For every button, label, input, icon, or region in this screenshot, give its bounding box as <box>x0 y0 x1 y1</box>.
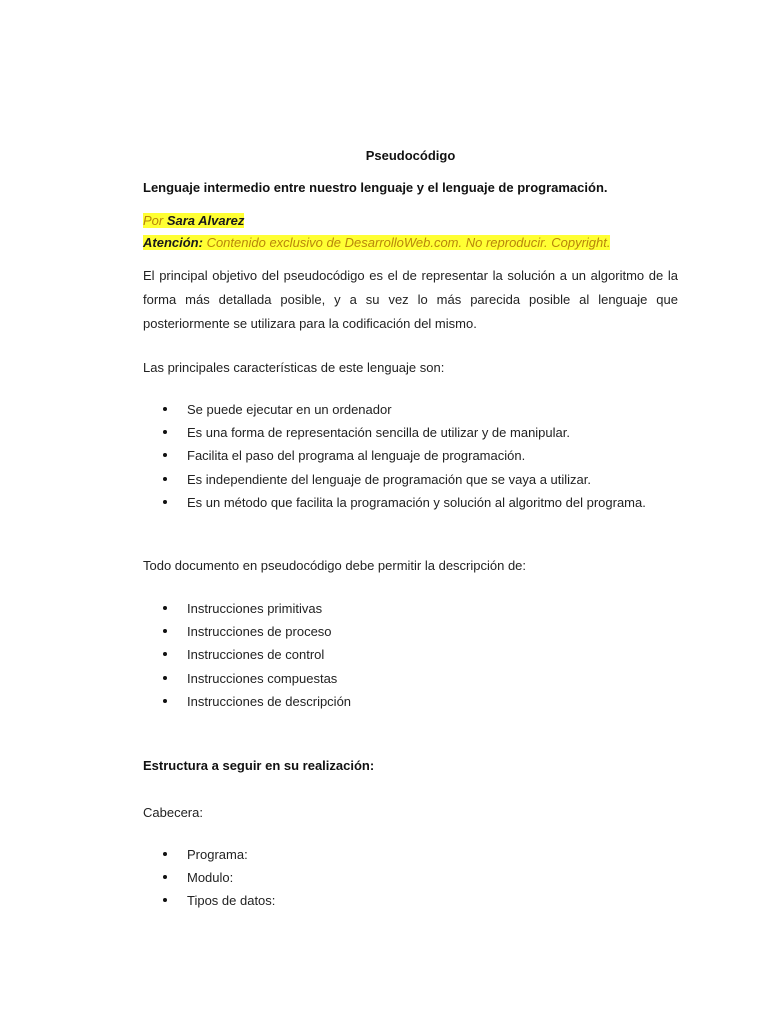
header-items-list <box>143 846 678 916</box>
list-item: Instrucciones de control <box>143 646 678 669</box>
bullet-icon <box>163 407 167 411</box>
bullet-icon <box>163 477 167 481</box>
document-page <box>143 0 678 1024</box>
byline-prefix: Por <box>143 213 167 228</box>
document-subtitle: Lenguaje intermedio entre nuestro lenguaje y el lenguaje de programación. <box>143 180 608 195</box>
notice-label: Atención: <box>143 235 203 250</box>
characteristics-intro: Las principales características de este lenguaje son: <box>143 360 445 375</box>
list-item: Instrucciones primitivas <box>143 600 678 623</box>
bullet-icon <box>163 699 167 703</box>
list-item: Instrucciones de descripción <box>143 693 678 716</box>
bullet-icon <box>163 875 167 879</box>
characteristics-list <box>143 401 678 517</box>
list-item: Instrucciones compuestas <box>143 670 678 693</box>
list-item: Instrucciones de proceso <box>143 623 678 646</box>
bullet-icon <box>163 676 167 680</box>
byline-highlight <box>143 213 244 228</box>
bullet-icon <box>163 652 167 656</box>
author-name: Sara Alvarez <box>166 213 245 228</box>
copyright-notice <box>143 234 610 252</box>
bullet-icon <box>163 629 167 633</box>
list-item: Programa: <box>143 846 678 869</box>
structure-heading: Estructura a seguir en su realización: <box>143 758 375 773</box>
intro-paragraph: El principal objetivo del pseudocódigo es el de representar la solución a un algoritmo de la forma más detallada posible, y a su vez lo más parecida posible al lenguaje que posteriormente se utilizara para la codificación del mismo. <box>143 268 678 331</box>
byline <box>143 212 244 230</box>
list-item: Es independiente del lenguaje de programación que se vaya a utilizar. <box>143 471 678 494</box>
list-item: Se puede ejecutar en un ordenador <box>143 401 678 424</box>
bullet-icon <box>163 453 167 457</box>
document-title: Pseudocódigo <box>365 148 456 163</box>
bullet-icon <box>163 430 167 434</box>
list-item: Modulo: <box>143 869 678 892</box>
bullet-icon <box>163 606 167 610</box>
descriptions-list <box>143 600 678 716</box>
list-item: Facilita el paso del programa al lenguaje de programación. <box>143 447 678 470</box>
bullet-icon <box>163 852 167 856</box>
header-label: Cabecera: <box>143 805 203 820</box>
list-item: Tipos de datos: <box>143 892 678 915</box>
bullet-icon <box>163 500 167 504</box>
list-item: Es una forma de representación sencilla de utilizar y de manipular. <box>143 424 678 447</box>
list-item: Es un método que facilita la programación y solución al algoritmo del programa. <box>143 494 678 517</box>
notice-highlight <box>143 235 610 250</box>
bullet-icon <box>163 898 167 902</box>
notice-text: Contenido exclusivo de DesarrolloWeb.com. No reproducir. Copyright. <box>202 235 611 250</box>
description-intro: Todo documento en pseudocódigo debe permitir la descripción de: <box>143 558 527 573</box>
